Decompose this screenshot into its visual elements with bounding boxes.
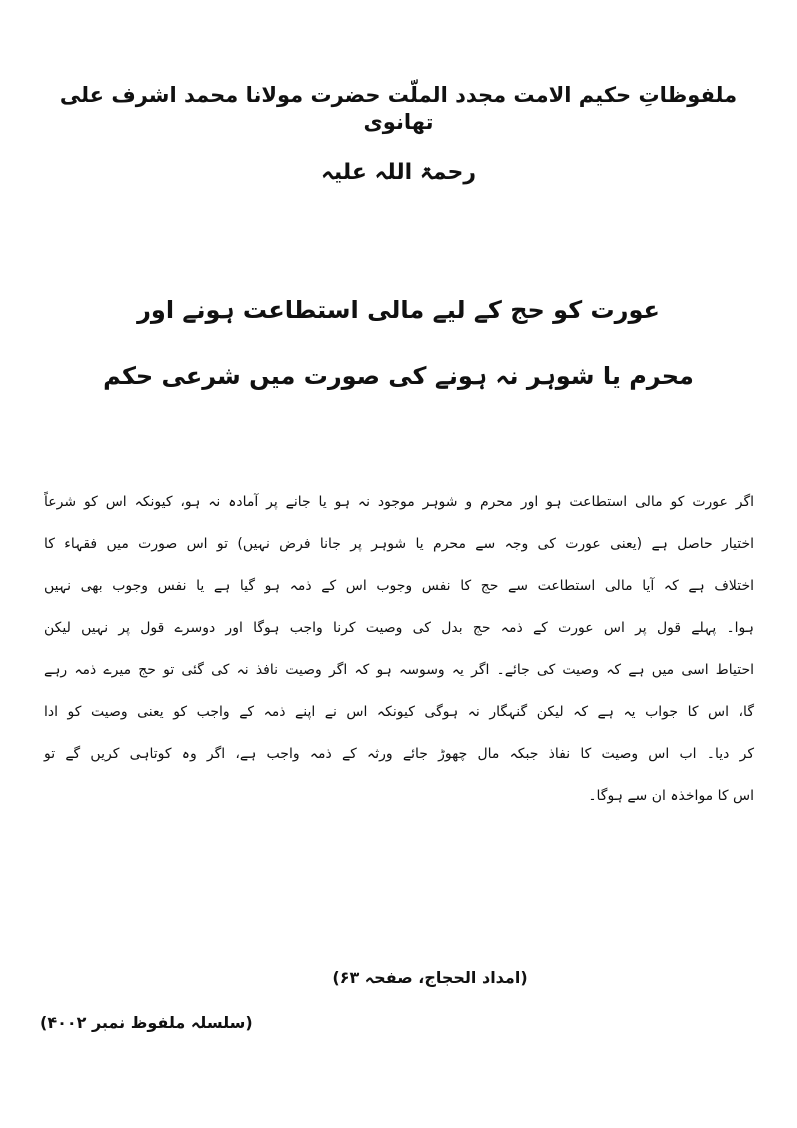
document-subtitle: رحمۃ اللہ علیہ (320, 160, 477, 185)
source-reference: (امداد الحجاج، صفحہ ۶۳) (332, 968, 528, 987)
body-line: اس کا مواخذہ ان سے ہوگا۔ (588, 788, 754, 804)
body-line: ہوا۔ پہلے قول پر اس عورت کے ذمہ حج بدل کی وصیت کرنا واجب ہوگا اور دوسرے قول پر نہیں لیکن (44, 620, 754, 636)
body-line: اگر عورت کو مالی استطاعت ہو اور محرم و شوہر موجود نہ ہو یا جانے پر آمادہ نہ ہو، کیونکہ اس کو شرعاً (44, 494, 754, 510)
section-heading-line-1: عورت کو حج کے لیے مالی استطاعت ہونے اور (137, 296, 660, 324)
body-paragraph (44, 484, 754, 820)
document-title: ملفوظاتِ حکیم الامت مجدد الملّت حضرت مولانا محمد اشرف علی تھانوی (59, 83, 738, 135)
section-heading-line-2: محرم یا شوہر نہ ہونے کی صورت میں شرعی حکم (103, 362, 694, 390)
body-line: اختلاف ہے کہ آیا مالی استطاعت سے حج کا نفس وجوب اس کے ذمہ ہو گیا ہے یا نفس وجوب بھی نہیں (44, 578, 754, 594)
body-line: احتیاط اسی میں ہے کہ وصیت کی جائے۔ اگر یہ وسوسہ ہو کہ اگر وصیت نافذ نہ کی گئی تو حج میرے ذمہ رہے (44, 662, 754, 678)
body-line: گا، اس کا جواب یہ ہے کہ لیکن گنہگار نہ ہوگی کیونکہ اس نے اپنے ذمہ کے واجب کو یعنی وصیت کو ادا (44, 704, 754, 720)
body-line: اختیار حاصل ہے (یعنی عورت کی وجہ سے محرم یا شوہر پر جانا فرض نہیں) تو اس صورت میں فقہاء کا (44, 536, 754, 552)
body-line: کر دیا۔ اب اس وصیت کا نفاذ جبکہ مال چھوڑ جائے ورثہ کے ذمہ واجب ہے، اگر وہ کوتاہی کریں گے تو (44, 746, 754, 762)
series-number: (سلسلہ ملفوظ نمبر ۴۰۰۲) (40, 1013, 253, 1032)
